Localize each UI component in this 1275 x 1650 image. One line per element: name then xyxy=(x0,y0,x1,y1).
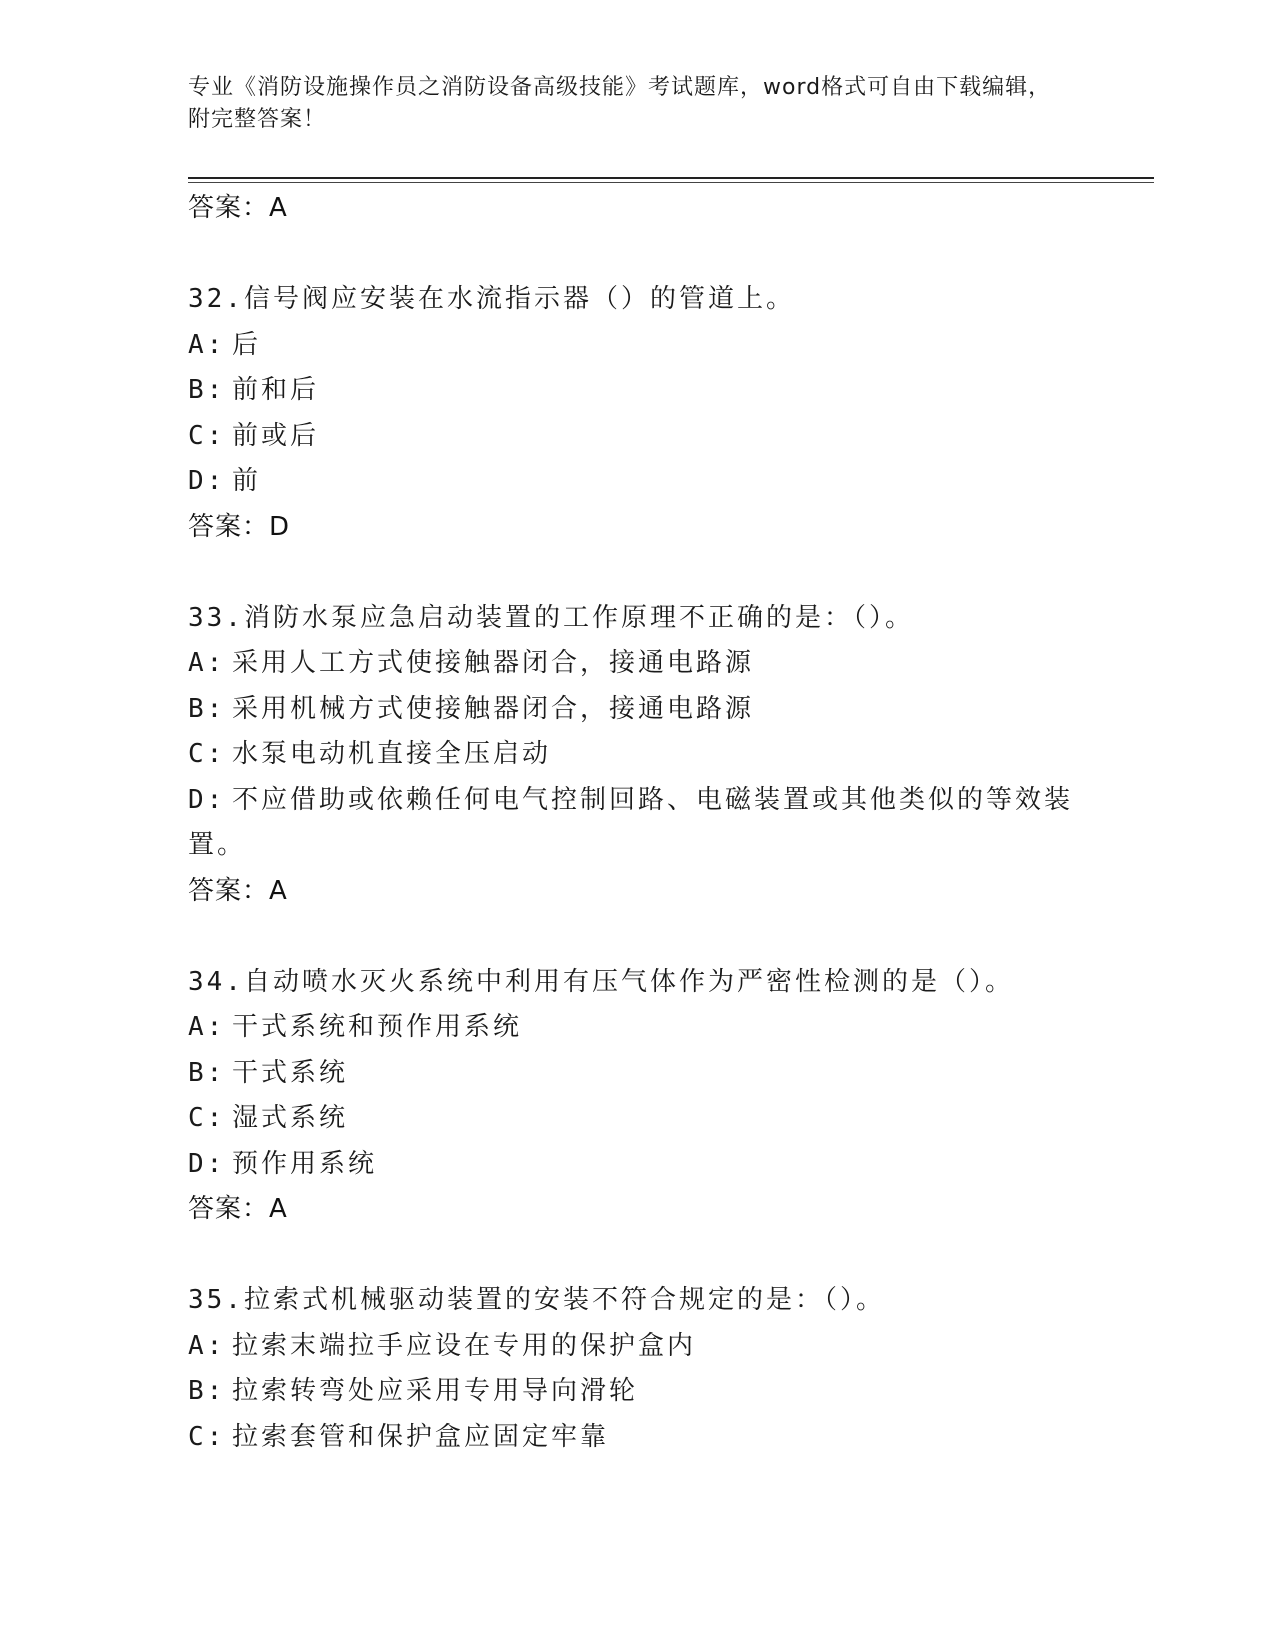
option-d xyxy=(188,459,1088,505)
option-a xyxy=(188,1005,1088,1051)
document-header xyxy=(188,72,1068,136)
option-text: 拉索末端拉手应设在专用的保护盒内 xyxy=(232,1330,697,1361)
option-text: 后 xyxy=(232,329,262,360)
option-text: 前或后 xyxy=(232,420,320,451)
question-stem: 35.拉索式机械驱动装置的安装不符合规定的是：（）。 xyxy=(188,1285,885,1315)
header-text: 专业《消防设施操作员之消防设备高级技能》考试题库，word格式可自由下载编辑，附完整答案！ xyxy=(188,75,1052,132)
option-letter: B: xyxy=(188,1376,226,1406)
option-letter: B: xyxy=(188,1057,226,1088)
option-c xyxy=(188,1415,1088,1461)
option-letter: C: xyxy=(188,420,226,451)
previous-answer: 答案：A xyxy=(188,193,288,223)
option-letter: D: xyxy=(188,1148,226,1179)
answer: 答案：D xyxy=(188,511,291,542)
option-letter: C: xyxy=(188,1103,226,1133)
option-a xyxy=(188,323,1088,369)
option-d xyxy=(188,778,1088,869)
header-divider-thick xyxy=(188,177,1154,179)
option-letter: C: xyxy=(188,1421,226,1452)
option-text: 拉索转弯处应采用专用导向滑轮 xyxy=(232,1376,639,1406)
option-b xyxy=(188,368,1088,414)
option-text: 拉索套管和保护盒应固定牢靠 xyxy=(232,1421,610,1452)
option-b xyxy=(188,1051,1088,1097)
option-text: 不应借助或依赖任何电气控制回路、电磁装置或其他类似的等效装置。 xyxy=(188,784,1074,860)
option-letter: B: xyxy=(188,375,226,405)
option-letter: A: xyxy=(188,329,226,360)
answer: 答案：A xyxy=(188,1194,288,1224)
option-letter: A: xyxy=(188,648,226,678)
option-c xyxy=(188,414,1088,460)
option-text: 前和后 xyxy=(232,375,320,405)
option-text: 水泵电动机直接全压启动 xyxy=(232,739,552,769)
spacer xyxy=(188,1233,1088,1279)
option-c xyxy=(188,1096,1088,1142)
option-text: 预作用系统 xyxy=(232,1148,378,1179)
option-letter: D: xyxy=(188,466,226,496)
question-list xyxy=(188,186,1088,1460)
option-d xyxy=(188,1142,1088,1188)
option-b xyxy=(188,1369,1088,1415)
option-letter: D: xyxy=(188,784,226,815)
question-stem: 32.信号阀应安装在水流指示器（）的管道上。 xyxy=(188,284,795,314)
option-letter: A: xyxy=(188,1012,226,1042)
question-stem: 34.自动喷水灭火系统中利用有压气体作为严密性检测的是（）。 xyxy=(188,966,1014,997)
option-text: 湿式系统 xyxy=(232,1103,349,1133)
question-stem: 33.消防水泵应急启动装置的工作原理不正确的是：（）。 xyxy=(188,602,914,633)
option-a xyxy=(188,641,1088,687)
spacer xyxy=(188,232,1088,278)
option-text: 前 xyxy=(232,466,262,496)
header-divider-thin xyxy=(188,182,1154,183)
option-text: 干式系统 xyxy=(232,1057,349,1088)
spacer xyxy=(188,914,1088,960)
question-34 xyxy=(188,960,1088,1233)
question-32 xyxy=(188,277,1088,550)
question-33 xyxy=(188,596,1088,915)
option-a xyxy=(188,1324,1088,1370)
option-b xyxy=(188,687,1088,733)
answer: 答案：A xyxy=(188,875,288,906)
option-c xyxy=(188,732,1088,778)
option-text: 采用人工方式使接触器闭合，接通电路源 xyxy=(232,648,755,678)
option-text: 采用机械方式使接触器闭合，接通电路源 xyxy=(232,693,755,724)
question-35 xyxy=(188,1278,1088,1460)
option-letter: B: xyxy=(188,693,226,724)
spacer xyxy=(188,550,1088,596)
option-letter: C: xyxy=(188,739,226,769)
option-letter: A: xyxy=(188,1330,226,1361)
option-text: 干式系统和预作用系统 xyxy=(232,1012,523,1042)
